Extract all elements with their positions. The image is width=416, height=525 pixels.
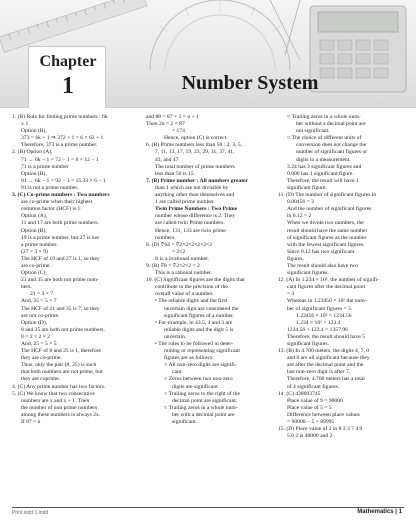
text-line: Option (C), bbox=[21, 270, 47, 277]
text-line: 1. (B) Rule for finding prime numbers : 6k bbox=[12, 114, 108, 120]
text-line: cant. bbox=[172, 369, 183, 376]
text-line: 12. (A) In 1.234 × 10², the number of signifi- bbox=[278, 277, 380, 284]
text-line: Therefore, 373 is a prime number. bbox=[21, 142, 98, 149]
text-line: significant figures. bbox=[287, 341, 329, 347]
text-line: anything other than themselves and bbox=[155, 192, 235, 199]
text-line: The HCF of 19 and 27 is 1, so they bbox=[21, 255, 100, 262]
text-line: Then 2n = 2 × 87 bbox=[146, 121, 185, 128]
text-line: Therefore, the result should have 5 bbox=[287, 333, 365, 340]
solutions-column-2 bbox=[146, 114, 272, 504]
text-line: a prime number. bbox=[21, 241, 58, 248]
text-line: are co-prime when their highest bbox=[21, 199, 93, 206]
text-line: figures are as follows: bbox=[164, 355, 214, 362]
text-line: than 1 which are not divisible by bbox=[155, 184, 229, 191]
text-line: 8 = 2 × 2 × 2 bbox=[21, 333, 51, 340]
text-line: of 4 significant figures. bbox=[287, 383, 340, 390]
text-line: 1.234 × 10² = 123.4 bbox=[296, 319, 341, 326]
text-line: last non-zero digit is after 7. bbox=[287, 369, 351, 376]
text-line: cant figures after the decimal point bbox=[287, 284, 366, 291]
text-line: 11. (D) The number of significant figures in bbox=[278, 192, 377, 199]
text-line: Option (B), bbox=[21, 170, 47, 177]
text-line: This is a rational number. bbox=[155, 270, 213, 277]
text-line: = 3 bbox=[287, 291, 295, 298]
text-line: digits are significant. bbox=[172, 383, 220, 390]
text-line: numbers are x and x + 1. Then bbox=[21, 397, 90, 404]
text-line: and 88 = 87 + 1 = n + 1 bbox=[146, 114, 199, 120]
text-line: 19 is a prime number, but 27 is not bbox=[21, 234, 99, 241]
text-line: they are coprime. bbox=[21, 376, 60, 383]
text-line: in 0.12 = 2 bbox=[287, 213, 312, 220]
text-line: 11 and 17 are both prime numbers. bbox=[21, 220, 99, 227]
text-line: result should have the same number bbox=[287, 227, 368, 234]
text-line: among these numbers is always 2x. bbox=[21, 411, 101, 418]
text-line: 1.23456 × 10² = 1234.56 bbox=[296, 312, 352, 319]
text-line: are co-prime. bbox=[21, 262, 51, 269]
text-line: The total number of prime numbers bbox=[155, 163, 235, 170]
text-line: And the number of significant figures bbox=[287, 206, 372, 213]
text-line: The result should also have two bbox=[287, 262, 358, 269]
text-line: Hence, option (C) is correct. bbox=[164, 135, 228, 142]
chapter-header-band bbox=[0, 0, 416, 108]
text-line: are called twin Prime numbers. bbox=[155, 220, 225, 227]
text-line: ber without a decimal point are bbox=[296, 121, 366, 128]
text-line: = 174 bbox=[172, 128, 185, 135]
text-line: Option (B), bbox=[21, 128, 47, 135]
text-line: = 2√2 bbox=[172, 248, 186, 255]
text-line: The HCF of 8 and 25 is 1, therefore bbox=[21, 348, 102, 355]
text-line: 1234.56 + 123.4 = 1357.96 bbox=[287, 326, 348, 333]
text-line: 14. (C) 438693745 bbox=[278, 390, 321, 397]
text-line: Option (D), bbox=[21, 319, 48, 326]
text-line: 3.24 has 3 significant figures and bbox=[287, 163, 362, 170]
text-line: and 0 are all significant because they bbox=[287, 355, 370, 362]
solutions-column-1 bbox=[12, 114, 140, 504]
text-line: 0.006 has 1 significant figure. bbox=[287, 170, 354, 177]
text-line: number whose difference is 2. They bbox=[155, 213, 236, 220]
text-line: Thus, only the pair (8, 25) is such bbox=[21, 362, 97, 369]
text-line: overall value of a number. bbox=[155, 291, 214, 298]
text-line: When we divide two numbers, the bbox=[287, 220, 364, 227]
text-line: Difference between place values bbox=[287, 411, 360, 418]
text-line: 7, 11, 13, 17, 19, 23, 29, 31, 37, 41, bbox=[155, 149, 235, 156]
text-line: And, 35 = 5 × 7 bbox=[21, 298, 57, 305]
chapter-word: Chapter bbox=[39, 53, 97, 70]
text-line: The HCF of 21 and 35 is 7, so they bbox=[21, 305, 100, 312]
footer-rule bbox=[12, 507, 404, 508]
text-line: ○ Trailing zeros to the right of the bbox=[164, 390, 240, 397]
text-line: uncertain digit are considered the bbox=[164, 305, 239, 312]
text-line: 6. (B) Prime numbers less than 50 : 2, 3, 5, bbox=[146, 142, 243, 149]
text-line: = 90000 − 5 = 89995 bbox=[287, 419, 335, 426]
text-line: 373 = 6k + 1 ⇒ 372 + 1 = 6 × 62 + 1 bbox=[21, 135, 104, 142]
text-line: 21 = 3 × 7 bbox=[30, 291, 54, 298]
text-line: 71 → 6k − 1 = 72 − 1 = 6 × 12 − 1 bbox=[21, 156, 99, 163]
text-line: less than 50 is 15. bbox=[155, 170, 195, 177]
text-line: of significant figures as the number bbox=[287, 234, 367, 241]
text-line: Place value of 5 = 5 bbox=[287, 404, 332, 411]
text-line: figures, bbox=[287, 255, 304, 262]
text-line: conversion does not change the bbox=[296, 142, 367, 149]
text-line: significant. bbox=[172, 419, 198, 426]
chapter-label-box bbox=[28, 46, 106, 108]
solutions-column-3 bbox=[278, 114, 408, 504]
text-line: ○ Trailing zeros in a whole num- bbox=[287, 114, 361, 120]
text-line: ○ All non-zero digits are signifi- bbox=[164, 362, 237, 369]
text-line: bers. bbox=[21, 284, 32, 291]
text-line: 21 and 35 are both not prime num- bbox=[21, 277, 99, 284]
text-line: significant figures of a number. bbox=[164, 312, 235, 319]
text-line: 8. (D) ∜64 = ∜2×2×2×2×2×2 bbox=[146, 241, 212, 248]
text-line: uncertain. bbox=[164, 333, 187, 340]
text-line: decimal point are significant. bbox=[172, 397, 238, 404]
text-line: digits in a measurement. bbox=[296, 156, 351, 163]
text-line: 4. (C) Any prime number has two factors. bbox=[12, 383, 106, 390]
text-line: 1 are called prime number. bbox=[155, 199, 215, 206]
text-line: ber of significant figures = 5 bbox=[287, 305, 351, 312]
text-line: 8 and 25 are both not prime numbers. bbox=[21, 326, 105, 333]
text-line: ○ Zeros between two non-zero bbox=[164, 376, 233, 383]
text-line: number of significant figures or bbox=[296, 149, 368, 156]
text-line: Hence, 131, 133 are twin prime bbox=[155, 227, 226, 234]
text-line: Whereas in 1.23456 × 10² the num- bbox=[287, 298, 367, 305]
text-line: 10. (C) Significant figures are the digits that bbox=[146, 277, 245, 284]
text-line: • The reliable digits and the first bbox=[155, 298, 228, 305]
text-line: 5.0 2 is 40000 and 2 bbox=[287, 433, 333, 440]
text-line: reliable digits and the digit 5 is bbox=[164, 326, 234, 333]
footer-file-label: Print.indd 1.indd bbox=[12, 510, 49, 516]
text-line: are not co-prime. bbox=[21, 312, 60, 319]
text-line: 13. (B) In 4.700 meters, the digits 4, 7, 0 bbox=[278, 348, 370, 355]
text-line: (27 = 3 × 9) bbox=[21, 248, 48, 255]
text-line: And, 25 = 5 × 5 bbox=[21, 341, 57, 347]
text-line: 7. (B) Prime number : All numbers greater bbox=[146, 177, 249, 184]
text-line: are after the decimal point and the bbox=[287, 362, 364, 369]
text-line: 3. (C) Co-prime numbers : Two numbers bbox=[12, 192, 110, 199]
text-line: numbers. bbox=[155, 234, 176, 241]
text-line: mining or representing significant bbox=[164, 348, 240, 355]
text-line: the number of non prime numbers bbox=[21, 404, 98, 411]
text-line: significant figure. bbox=[287, 184, 327, 191]
text-line: Option (B), bbox=[21, 227, 47, 234]
text-line: they are co-prime. bbox=[21, 355, 62, 362]
text-line: ○ Trailing zeros in a whole num- bbox=[164, 404, 238, 411]
text-line: 2. (B) Option (A), bbox=[12, 149, 53, 156]
text-line: Twin Prime Numbers : Two Prime bbox=[155, 206, 238, 213]
text-line: ber with a decimal point are bbox=[172, 411, 235, 418]
text-line: 91 is not a prime number. bbox=[21, 184, 79, 191]
text-line: 9. (B) ∛8 = ∛2×2×2 = 2 bbox=[146, 262, 200, 269]
text-line: 15. (D) Place value of 2 in 8 3 3 7 4 9 bbox=[278, 426, 363, 433]
text-line: 71 is a prime number bbox=[21, 163, 69, 170]
text-line: Place value of 9 = 90000 bbox=[287, 397, 343, 404]
text-line: with the fewest significant figures. bbox=[287, 241, 365, 248]
text-line: 43, and 47 bbox=[155, 156, 179, 163]
footer-page-label: Mathematics | 1 bbox=[357, 509, 402, 515]
text-line: that both numbers are not prime, but bbox=[21, 369, 103, 376]
chapter-number: 1 bbox=[62, 73, 74, 99]
text-line: Option (A), bbox=[21, 213, 48, 220]
text-line: significant figures. bbox=[287, 270, 329, 277]
text-line: ○ The choice of different units of bbox=[287, 135, 362, 142]
text-line: not significant. bbox=[296, 128, 330, 135]
page-title: Number System bbox=[181, 72, 319, 94]
text-line: contribute to the precision of the bbox=[155, 284, 228, 291]
text-line: Since 0.12 has two significant bbox=[287, 248, 355, 255]
text-line: If 87 = n bbox=[21, 419, 41, 426]
text-line: 0.00456 = 3 bbox=[287, 199, 314, 206]
text-line: • The rules to be followed in deter- bbox=[155, 341, 234, 347]
solutions-body bbox=[12, 114, 408, 504]
text-line: ± 1 bbox=[21, 121, 29, 128]
text-line: It is a irrational number. bbox=[155, 255, 209, 262]
text-line: • For example, in 43.5, 4 and 3 are bbox=[155, 319, 233, 326]
text-line: 5. (C) We know that two consecutive bbox=[12, 390, 95, 397]
text-line: 91 → 6k − 1 = 92 − 1 = 15.33 × 6 − 1 bbox=[21, 177, 106, 184]
text-line: Therefore, 4.700 meters has a total bbox=[287, 376, 365, 383]
text-line: common factor (HCF) is 1. bbox=[21, 206, 82, 213]
text-line: Therefore, the result will have 1 bbox=[287, 177, 359, 184]
